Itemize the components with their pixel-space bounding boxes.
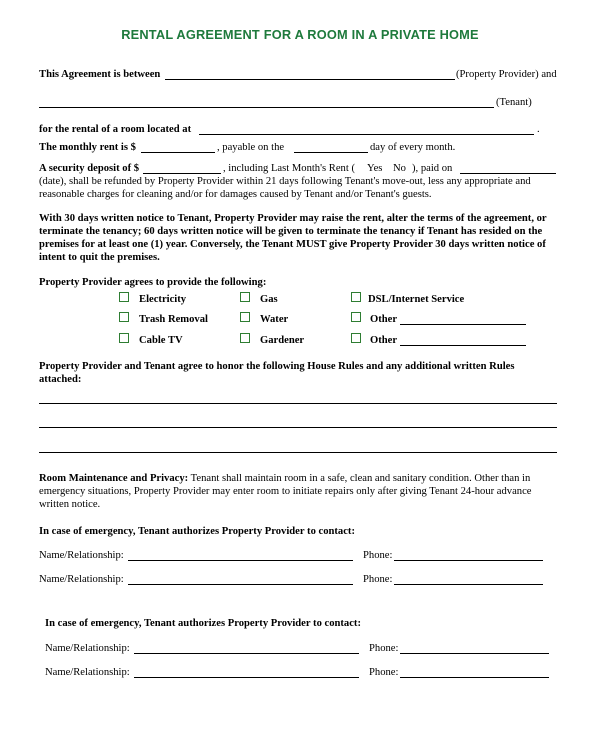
other-2-field[interactable] <box>400 345 526 346</box>
house-rules-line-field[interactable] <box>39 403 557 404</box>
other-1-field[interactable] <box>400 324 526 325</box>
utilities-heading: Property Provider agrees to provide the following: <box>39 277 267 288</box>
deposit-line-3: reasonable charges for cleaning and/or for damages caused by Tenant and/or Tenant's guests. <box>39 189 432 200</box>
phone-field[interactable] <box>394 584 543 585</box>
paid-on-label: ), paid on <box>412 163 453 174</box>
name-relationship-label: Name/Relationship: <box>45 667 130 678</box>
rent-day-field[interactable] <box>294 152 368 153</box>
notice-line-2: terminate the tenancy; 60 days written notice will be given to terminate the tenancy if Tenant has resided on the <box>39 226 543 237</box>
tenant-label: (Tenant) <box>496 97 532 108</box>
phone-field[interactable] <box>394 560 543 561</box>
gas-label: Gas <box>260 294 278 305</box>
trash-checkbox[interactable] <box>119 312 129 322</box>
deposit-label: A security deposit of $ <box>39 163 140 174</box>
phone-label: Phone: <box>369 667 399 678</box>
rent-amount-field[interactable] <box>141 152 215 153</box>
paid-date-field[interactable] <box>460 173 556 174</box>
phone-label: Phone: <box>363 550 393 561</box>
name-relationship-field[interactable] <box>128 560 353 561</box>
no-option[interactable]: No <box>393 163 406 174</box>
rent-label: The monthly rent is $ <box>39 142 136 153</box>
dsl-checkbox[interactable] <box>351 292 361 302</box>
name-relationship-label: Name/Relationship: <box>39 574 124 585</box>
notice-line-1: With 30 days written notice to Tenant, Property Provider may raise the rent, alter the terms of the agreement, or <box>39 213 547 224</box>
dsl-label: DSL/Internet Service <box>368 294 465 305</box>
maintenance-line-1 <box>39 472 530 485</box>
gas-checkbox[interactable] <box>240 292 250 302</box>
other-1-checkbox[interactable] <box>351 312 361 322</box>
name-relationship-field[interactable] <box>134 653 359 654</box>
between-label: This Agreement is between <box>39 69 161 80</box>
address-field[interactable] <box>199 134 534 135</box>
other-2-label: Other <box>370 335 398 346</box>
payable-label: , payable on the <box>217 142 285 153</box>
water-label: Water <box>260 314 289 325</box>
property-provider-field[interactable] <box>165 79 455 80</box>
name-relationship-label: Name/Relationship: <box>39 550 124 561</box>
tenant-field[interactable] <box>39 107 494 108</box>
provider-label: (Property Provider) and <box>456 69 557 80</box>
including-label: , including Last Month's Rent ( <box>223 163 355 174</box>
rental-end: . <box>537 124 540 135</box>
phone-label: Phone: <box>363 574 393 585</box>
notice-line-3: premises for at least one (1) year. Conversely, the Tenant MUST give Property Provider 30 days written notice of <box>39 239 546 250</box>
gardener-checkbox[interactable] <box>240 333 250 343</box>
phone-field[interactable] <box>400 653 549 654</box>
deposit-line-2: (date), shall be refunded by Property Provider within 21 days following Tenant's move-out, less any appropriate and <box>39 176 531 187</box>
maintenance-line-2: emergency situations, Property Provider may enter room to initiate repairs only after giving Tenant 24-hour advance <box>39 486 532 497</box>
deposit-amount-field[interactable] <box>143 173 221 174</box>
name-relationship-field[interactable] <box>128 584 353 585</box>
gardener-label: Gardener <box>260 335 305 346</box>
phone-label: Phone: <box>369 643 399 654</box>
cable-label: Cable TV <box>139 335 183 346</box>
phone-field[interactable] <box>400 677 549 678</box>
maintenance-text: Tenant shall maintain room in a safe, clean and sanitary condition. Other than in <box>188 473 531 484</box>
other-1-label: Other <box>370 314 398 325</box>
notice-line-4: intent to quit the premises. <box>39 252 160 263</box>
trash-label: Trash Removal <box>139 314 208 325</box>
day-label: day of every month. <box>370 142 456 153</box>
maintenance-line-3: written notice. <box>39 499 101 510</box>
name-relationship-field[interactable] <box>134 677 359 678</box>
house-rules-line-1: Property Provider and Tenant agree to honor the following House Rules and any additional written Rules <box>39 361 515 372</box>
water-checkbox[interactable] <box>240 312 250 322</box>
cable-checkbox[interactable] <box>119 333 129 343</box>
other-2-checkbox[interactable] <box>351 333 361 343</box>
house-rules-line-field[interactable] <box>39 452 557 453</box>
document-title: RENTAL AGREEMENT FOR A ROOM IN A PRIVATE HOME <box>121 27 479 42</box>
yes-option[interactable]: Yes <box>367 163 383 174</box>
house-rules-line-field[interactable] <box>39 427 557 428</box>
electricity-checkbox[interactable] <box>119 292 129 302</box>
house-rules-line-2: attached: <box>39 374 82 385</box>
maintenance-label: Room Maintenance and Privacy: <box>39 473 189 484</box>
emergency-heading: In case of emergency, Tenant authorizes Property Provider to contact: <box>45 618 361 629</box>
electricity-label: Electricity <box>139 294 187 305</box>
emergency-heading: In case of emergency, Tenant authorizes Property Provider to contact: <box>39 526 355 537</box>
name-relationship-label: Name/Relationship: <box>45 643 130 654</box>
rental-label: for the rental of a room located at <box>39 124 192 135</box>
